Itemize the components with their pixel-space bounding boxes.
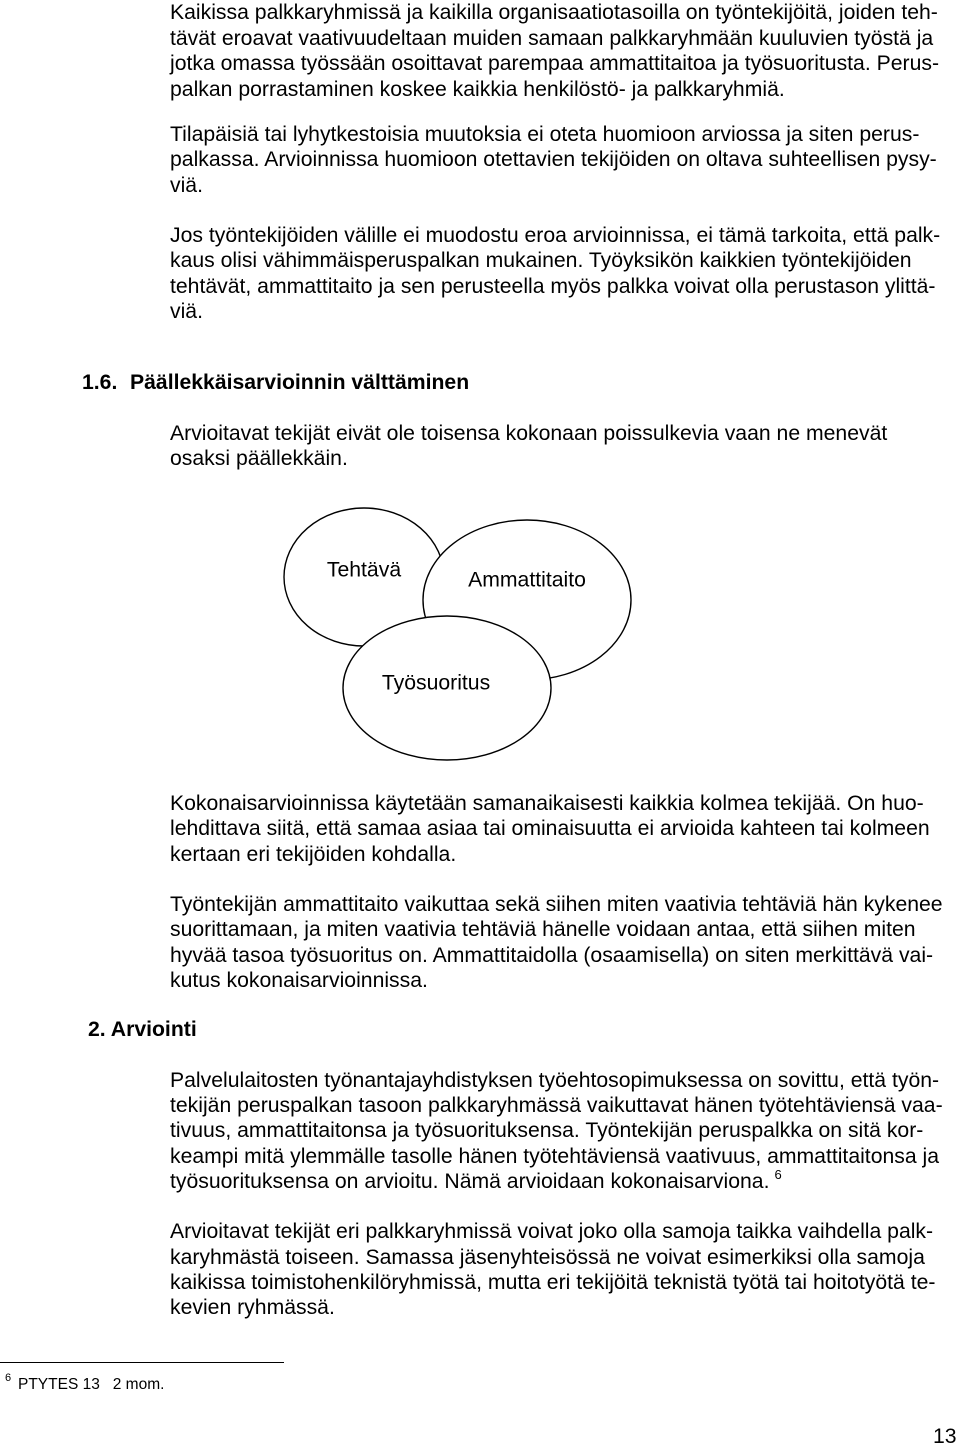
text-line: Työntekijän ammattitaito vaikuttaa sekä siihen miten vaativia tehtäviä hän kykenee [170,893,943,916]
footnote-separator [0,1362,284,1363]
section-number: 1.6. [82,371,118,394]
text-line: kaikissa toimistohenkilöryhmissä, mutta eri tekijöitä teknistä työtä tai hoitotyötä te- [170,1271,936,1294]
text-line: jotka omassa työssään osoittavat parempaa ammattitaitoa ja työsuoritusta. Perus- [170,52,940,75]
text-line: Kokonaisarvioinnissa käytetään samanaikaisesti kaikkia kolmea tekijää. On huo- [170,792,924,815]
text-line: viä. [170,174,203,197]
text-line: Arvioitavat tekijät eri palkkaryhmissä voivat joko olla samoja taikka vaihdella palk- [170,1220,934,1243]
text-line: osaksi päällekkäin. [170,447,348,470]
label-tyosuoritus: Työsuoritus [381,671,491,695]
text-line: lehdittava siitä, että samaa asiaa tai ominaisuutta ei arvioida kahteen tai kolmeen [170,817,930,840]
text-line: Palvelulaitosten työnantajayhdistyksen työehtosopimuksessa on sovittu, että työn- [170,1069,940,1092]
text-line: kaus olisi vähimmäisperuspalkan mukainen. Työyksikön kaikkien työntekijöiden [170,249,912,272]
text-line: palkan porrastaminen koskee kaikkia henkilöstö- ja palkkaryhmiä. [170,78,785,101]
section-title: Päällekkäisarvioinnin välttäminen [130,371,470,394]
text-line: viä. [170,300,203,323]
overlap-diagram [270,500,650,766]
section-heading: 2. Arviointi [88,1018,197,1041]
text-line: palkassa. Arvioinnissa huomioon otettavien tekijöiden on oltava suhteellisen pysy- [170,148,937,171]
footnote-text: PTYTES 13 2 mom. [18,1376,165,1393]
text-line: tävät eroavat vaativuudeltaan muiden samaan palkkaryhmään kuuluvien työstä ja [170,27,934,50]
text-segment: työsuorituksensa on arvioitu. Nämä arvioidaan kokonaisarviona. [170,1170,770,1193]
footnote-reference: 6 [774,1167,782,1182]
label-ammattitaito: Ammattitaito [468,568,586,592]
text-line: kutus kokonaisarvioinnissa. [170,969,428,992]
text-line: Tilapäisiä tai lyhytkestoisia muutoksia ei oteta huomioon arviossa ja siten perus- [170,123,920,146]
text-line: tehtävät, ammattitaito ja sen perusteella myös palkka voivat olla perustason ylittä- [170,275,936,298]
label-tehtava: Tehtävä [326,558,402,582]
text-line: Arvioitavat tekijät eivät ole toisensa kokonaan poissulkevia vaan ne menevät [170,422,888,445]
text-line: kertaan eri tekijöiden kohdalla. [170,843,457,866]
text-line: kevien ryhmässä. [170,1296,335,1319]
text-line: Jos työntekijöiden välille ei muodostu eroa arvioinnissa, ei tämä tarkoita, että palk- [170,224,941,247]
text-line: Kaikissa palkkaryhmissä ja kaikilla organisaatiotasoilla on työntekijöitä, joiden teh- [170,1,938,24]
text-line: tekijän peruspalkan tasoon palkkaryhmässä vaikuttavat hänen työtehtäviensä vaa- [170,1094,943,1117]
text-line: tivuus, ammattitaitonsa ja työsuorituksensa. Työntekijän peruspalkka on sitä kor- [170,1119,924,1142]
text-line: karyhmästä toiseen. Samassa jäsenyhteisössä ne voivat esimerkiksi olla samoja [170,1246,925,1269]
text-line: keampi mitä ylemmälle tasolle hänen työtehtäviensä vaativuus, ammattitaitonsa ja [170,1145,940,1168]
footnote-marker: 6 [5,1372,12,1384]
text-line: hyvää tasoa työsuoritus on. Ammattitaidolla (osaamisella) on siten merkittävä vai- [170,944,934,967]
page-number: 13 [933,1425,957,1446]
text-line [170,1169,782,1194]
text-line: suorittamaan, ja miten vaativia tehtäviä hänelle voidaan antaa, että siihen miten [170,918,916,941]
